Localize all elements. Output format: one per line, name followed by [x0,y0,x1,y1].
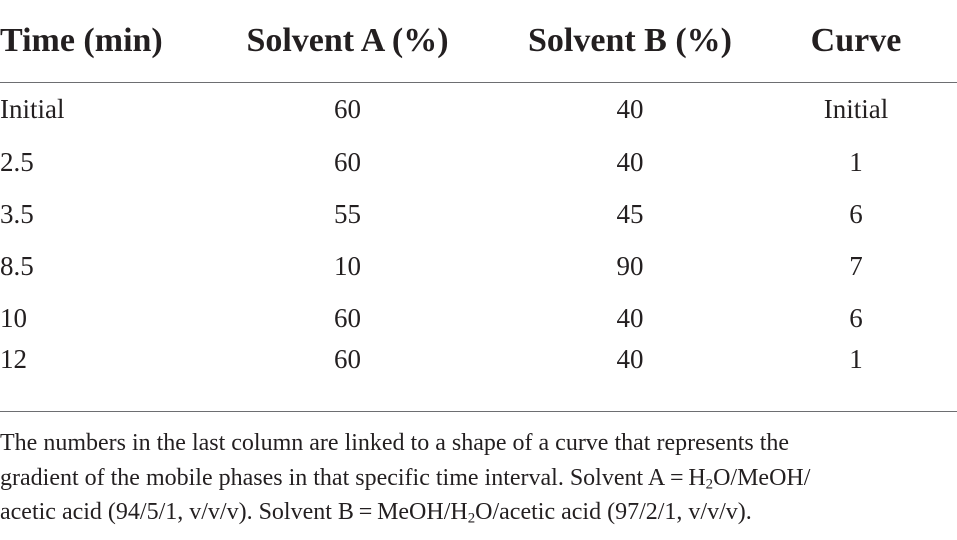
cell-solvent-a: 60 [334,94,361,124]
cell-time: 2.5 [0,146,34,177]
cell-curve: 1 [849,344,863,374]
cell-time: 8.5 [0,250,34,281]
table-header-row [0,0,957,83]
table-row [0,136,957,188]
footnote-text: gradient of the mobile phases in that specific time interval. Solvent A = H [0,464,706,491]
cell-solvent-b: 40 [616,344,644,374]
cell-curve: 7 [849,250,863,281]
cell-curve: 1 [849,146,863,177]
cell-time: 10 [0,302,27,333]
table-row [0,292,957,344]
header-curve: Curve [755,0,957,83]
footnote-text: O/MeOH/ [713,464,811,491]
cell-solvent-a: 55 [334,198,361,229]
table-bottom-rule [0,411,957,412]
cell-solvent-b: 40 [616,146,644,177]
cell-solvent-b: 90 [616,250,644,281]
table-row [0,344,957,392]
cell-solvent-b: 40 [616,94,644,124]
cell-curve: Initial [823,94,889,124]
table-row [0,83,957,137]
cell-curve: 6 [849,302,863,333]
cell-curve: 6 [849,198,863,229]
cell-solvent-a: 60 [334,344,361,374]
cell-solvent-a: 60 [334,146,361,177]
table-row [0,188,957,240]
cell-time: Initial [0,94,65,124]
subscript: 2 [705,476,714,493]
table-footnote [0,426,957,530]
footnote-text: O/acetic acid (97/2/1, v/v/v). [475,499,752,525]
cell-solvent-b: 45 [616,198,644,229]
cell-solvent-a: 10 [334,250,361,281]
header-solvent-a: Solvent A (%) [190,0,505,83]
cell-solvent-b: 40 [616,302,644,333]
footnote-line-3 [0,495,957,530]
footnote-text: acetic acid (94/5/1, v/v/v). Solvent B = MeOH/H [0,499,468,525]
cell-time: 12 [0,344,27,374]
footnote-line-2 [0,461,957,496]
header-solvent-b: Solvent B (%) [505,0,755,83]
subscript: 2 [467,510,476,527]
footnote-line-1 [0,426,957,461]
cell-time: 3.5 [0,198,34,229]
header-time: Time (min) [0,0,190,83]
footnote-text: The numbers in the last column are linked to a shape of a curve that represents the [0,430,790,456]
table-row [0,240,957,292]
cell-solvent-a: 60 [334,302,361,333]
